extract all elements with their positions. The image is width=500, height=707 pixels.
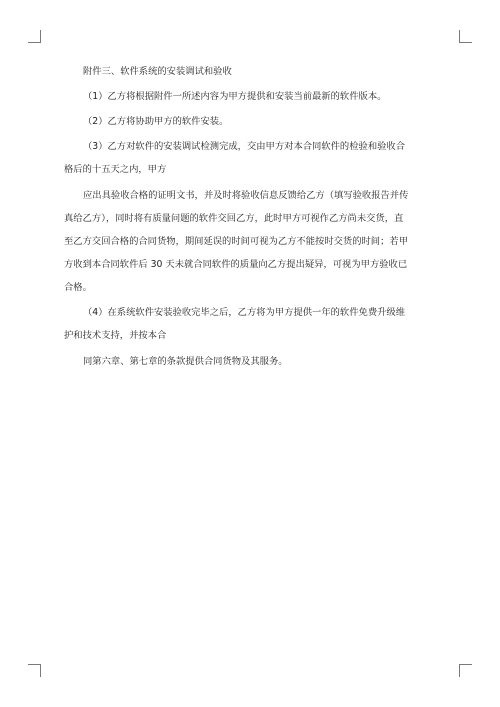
paragraph-line-5: 合格。 <box>64 282 92 293</box>
item-2: （2）乙方将协助甲方的软件安装。 <box>83 116 229 127</box>
section-heading: 附件三、软件系统的安装调试和验收 <box>83 66 232 77</box>
paragraph-line-4: 方收到本合同软件后 30 天未就合同软件的质量向乙方提出疑异，可视为甲方验收已 <box>64 259 408 270</box>
crop-mark-top-left <box>28 30 41 43</box>
paragraph-line-2: 真给乙方），同时将有质量问题的软件交回乙方，此时甲方可视作乙方尚未交货，直 <box>64 213 404 224</box>
document-body <box>64 66 440 368</box>
item-4-line-2: 护和技术支持，并按本合 <box>64 330 167 341</box>
paragraph-line-3: 至乙方交回合格的合同货物，期间延误的时间可视为乙方不能按时交货的时间；若甲 <box>64 236 408 247</box>
crop-mark-top-right <box>459 30 472 43</box>
closing-line: 同第六章、第七章的条款提供合同货物及其服务。 <box>83 356 288 367</box>
paragraph-line-1: 应出具验收合格的证明文书，并及时将验收信息反馈给乙方（填写验收报告并传 <box>83 190 409 201</box>
crop-mark-bottom-right <box>459 664 472 677</box>
item-3-line-2: 格后的十五天之内，甲方 <box>64 164 167 175</box>
item-3-line-1: （3）乙方对软件的安装调试检测完成，交由甲方对本合同软件的检验和验收合 <box>83 141 406 152</box>
item-4-line-1: （4）在系统软件安装验收完毕之后，乙方将为甲方提供一年的软件免费升级维 <box>83 307 406 318</box>
item-1: （1）乙方将根据附件一所述内容为甲方提供和安装当前最新的软件版本。 <box>83 91 387 102</box>
crop-mark-bottom-left <box>28 664 41 677</box>
